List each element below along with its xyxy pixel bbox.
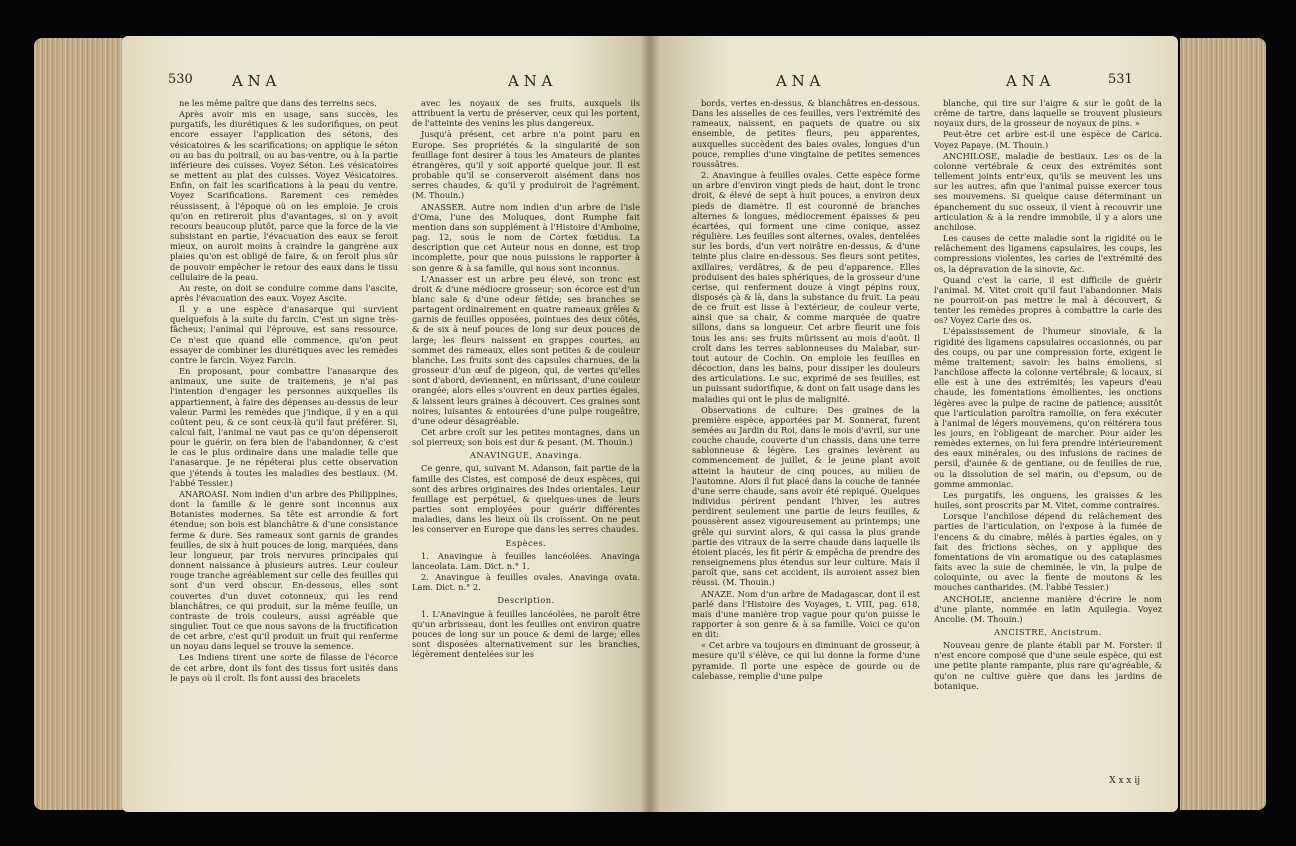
page-number-left: 530 [168,72,193,87]
paragraph: ANCHILOSE, maladie de bestiaux. Les os de la colonne vertébrale & ceux des extrémités sont tellement joints entr'eux, qu'ils se meuvent les uns sur les autres, afin que l'animal puisse exercer tous ses mouvemens. Si quelque cause déterminant un épanchement du suc osseux, il vient à recouvrir une articulation & à la rendre immobile, il y a alors une anchilose. [934,150,1162,232]
paragraph: Peut-être cet arbre est-il une espèce de Carica. Voyez Papaye. (M. Thouin.) [934,129,1162,150]
paragraph: Les causes de cette maladie sont la rigidité ou le relâchement des ligamens capsulaires, les coups, les compressions violentes, les caries de l'extrémité des os, la dépravation de la sinovie, &c. [934,233,1162,274]
paragraph: 1. Anavingue à feuilles lancéolées. Anavinga lanceolata. Lam. Dict. n.° 1. [412,550,640,571]
right-page-column-2 [934,98,1162,692]
left-page-column-2 [412,98,640,660]
left-running-head [122,72,650,92]
paragraph: Observations de culture: Des graines de la première espèce, apportées par M. Sonnerat, furent semées au Jardin du Roi, dans le mois d'avril, sur une couche chaude, couverte d'un chassis, dans une terre sablonneuse & légère. Les graines levèrent au commencement de juillet, & le jeune plant avoit atteint la hauteur de cinq pouces, au milieu de l'automne. Alors il fut placé dans la couche de tannée d'une serre chaude, sans avoir été repiqué. Quelques individus périrent pendant l'hiver, les autres perdirent seulement une partie de leurs feuilles, & poussèrent assez vigoureusement au printemps; une grêle qui survint alors, & qui cassa la plus grande partie des vitraux de la serre chaude dans laquelle ils étoient placés, les fit périr & empêcha de prendre des renseignemens plus étendus sur leur culture. Mais il paroît que, sans cet accident, ils auroient assez bien réussi. (M. Thouin.) [692,404,920,588]
paragraph: Jusqu'à présent, cet arbre n'a point paru en Europe. Ses propriétés & la singularité de son feuillage font desirer à tous les Amateurs de plantes étrangères, qu'il y soit apporté quelque jour. Il est probable qu'il se conserveroit aisément dans nos serres chaudes, & qu'il y produiroit de l'agrément. (M. Thouin.) [412,129,640,201]
paragraph: bords, vertes en-dessus, & blanchâtres en-dessous. Dans les aisselles de ces feuilles, vers l'extrémité des rameaux, naissent, en paquets de quatre ou six ensemble, de petites fleurs, peu apparentes, auxquelles succèdent des baies ovales, longues d'un pouce, remplies d'une vingtaine de petites semences roussâtres. [692,98,920,169]
signature-mark: X x x ij [1109,776,1140,786]
book-gutter [640,36,660,812]
left-head-word-2: A N A [508,72,553,90]
paragraph: Quand c'est la carie, il est difficile de guérir l'animal. M. Vitet croit qu'il faut l'abandonner. Mais ne pourroit-on pas mettre le mal à découvert, & tenter les remèdes propres à combattre la carie des os? Voyez Carie des os. [934,274,1162,326]
page-number-right: 531 [1108,72,1133,87]
paragraph: Espèces. [505,537,547,548]
paragraph: Cet arbre croît sur les petites montagnes, dans un sol pierreux; son bois est dur & pesant. (M. Thouin.) [412,427,640,448]
open-book [34,30,1266,818]
paragraph: Au reste, on doit se conduire comme dans l'ascite, après l'évacuation des eaux. Voyez Ascite. [170,282,398,303]
right-head-word-2: A N A [1006,72,1051,90]
right-page-column-1 [692,98,920,682]
left-page [122,36,650,812]
right-head-word-1: A N A [776,72,821,90]
paragraph: En proposant, pour combattre l'anasarque des animaux, une suite de traitemens, je n'ai pas l'intention d'engager les personnes auxquelles ils appartiennent, à faire des dépenses au-dessus de leur valeur. Parmi les remèdes que j'indique, il y en a qui coûtent peu, & ce sont ceux-là qu'il faut préférer. Si, calcul fait, l'animal ne vaut pas ce qu'on dépenseroit pour le guérir, on fera bien de l'abandonner, & c'est le cas le plus ordinaire dans une maladie telle que l'anasarque. Je ne répéterai plus cette observation que j'étends à toutes les maladies des bestiaux. (M. l'abbé Tessier.) [170,366,398,488]
paragraph: Les Indiens tirent une sorte de filasse de l'écorce de cet arbre, dont ils font des tissus fort usités dans le pays où il croît. Ils font aussi des bracelets [170,652,398,683]
paragraph: ANASSER. Autre nom indien d'un arbre de l'isle d'Oma, l'une des Moluques, dont Rumphe fait mention dans son supplément à l'Histoire d'Amboine, pag. 12, sous le nom de Cortex fœtidus. La description que cet Auteur nous en donne, est trop incomplette, pour que nous puissions le rapporter à son genre & à sa famille, qui nous sont inconnus. [412,201,640,273]
paragraph: L'épaississement de l'humeur sinoviale, & la rigidité des ligamens capsulaires occasionnés, ou par des coups, ou par une compression forte, exigent le même traitement; savoir: les bains émoliens, si l'anchilose affecte la colonne vertébrale; & locaux, si elle est à une des extrémités; les vapeurs d'eau chaude, les fomentations émollientes, les onctions légères avec la pulpe de racine de patience; aussitôt que l'articulation paroîtra ramollie, on fera exécuter à l'animal de légers mouvemens, qu'on réitérera tous les jours, en l'obligeant de marcher. Pour aider les remèdes externes, on lui fera prendre intérieurement des eaux minérales, ou des infusions de racines de persil, d'aunée & de gentiane, ou de feuilles de rue, ou la dissolution de sel marin, ou d'epsum, ou de gomme ammoniac. [934,326,1162,489]
page-edges-right [1180,38,1266,810]
page-edges-left [34,38,130,810]
paragraph: 2. Anavingue à feuilles ovales. Anavinga ovata. Lam. Dict. n.° 2. [412,572,640,593]
paragraph: Après avoir mis en usage, sans succès, les purgatifs, les diurétiques & les sudorifiques, on peut encore essayer l'application des sétons, des vésicatoires & les scarifications; on applique le séton ou au bas du poitrail, ou au bas-ventre, ou à la partie inférieure des cuisses. Voyez Séton. Les vésicatoires se mettent au plat des cuisses. Voyez Vésicatoires. Enfin, on fait les scarifications à la peau du ventre. Voyez Scarifications. Rarement ces remèdes réussissent, à l'époque où on les emploie. Je crois qu'on en retireroit plus d'avantages, si on y avoit recours beaucoup plutôt, parce que la force de la vie subsistant en partie, l'évacuation des eaux se feroit mieux, on auroit moins à craindre la gangrène aux plaies qu'on est obligé de faire, & on feroit plus sûr de pouvoir empêcher le retour des eaux dans le tissu cellulaire de la peau. [170,109,398,282]
paragraph: ANCHOLIE, ancienne manière d'écrire le nom d'une plante, nommée en latin Aquilegia. Voyez Ancolie. (M. Thouin.) [934,593,1162,624]
paragraph: L'Anasser est un arbre peu élevé, son tronc est droit & d'une médiocre grosseur; son écorce est d'un blanc sale & d'une odeur fétide; ses branches se partagent ordinairement en quatre rameaux grêles & garnis de feuilles opposées, pointues des deux côtés, & de six à neuf pouces de long sur deux pouces de large; les fleurs naissent en grappes courtes, au sommet des rameaux, elles sont petites & de couleur blanche. Les fruits sont des capsules charnues, de la grosseur d'un œuf de pigeon, qui, de vertes qu'elles sont d'abord, deviennent, en mûrissant, d'une couleur orangée; alors elles s'ouvrent en deux parties égales, & laissent leurs graines à découvert. Ces graines sont noires, luisantes & entourées d'une pulpe rougeâtre, d'une odeur désagréable. [412,273,640,426]
left-head-word-1: A N A [232,72,277,90]
paragraph: Les purgatifs, les onguens, les graisses & les huiles, sont proscrits par M. Vitet, comme contraires. [934,489,1162,511]
paragraph: Il y a une espèce d'anasarque qui survient quelquefois à la suite du farcin. C'est un signe très-fâcheux; l'animal qui l'éprouve, est sans ressource. Ce n'est que quand elle commence, qu'on peut essayer de combiner les diurétiques avec les remèdes contre le farcin. Voyez Farcin. [170,304,398,365]
paragraph: ANCISTRE, Ancistrum. [994,626,1102,637]
left-page-column-1 [170,98,398,684]
paragraph: Description. [497,595,555,606]
paragraph: Ce genre, qui, suivant M. Adanson, fait partie de la famille des Cistes, est composé de deux espèces, qui sont des arbres originaires des Indes orientales. Leur feuillage est perpétuel, & quelques-unes de leurs parties sont employées pour guérir différentes maladies, dans les lieux où ils croissent. On ne peut les conserver en Europe que dans les serres chaudes. [412,463,640,535]
paragraph: Nouveau genre de plante établi par M. Forster: il n'est encore composé que d'une seule espèce, qui est une petite plante rampante, plus rare qu'agréable, & qu'on ne cultive guère que dans les jardins de botanique. [934,640,1162,691]
paragraph: blanche, qui tire sur l'aigre & sur le goût de la crême de tartre, dans laquelle se trouvent plusieurs noyaux durs, de la grosseur de noyaux de pins. » [934,98,1162,129]
paragraph: Lorsque l'anchilose dépend du relâchement des parties de l'articulation, on l'expose à la fumée de l'encens & du cinabre, mêlés à parties égales, on y fait des frictions sèches, on y applique des fomentations de vin aromatique ou des cataplasmes faits avec la suie de cheminée, le vin, la pulpe de coloquinte, ou avec la fiente de moutons & les mouches cantharides. (M. l'abbé Tessier.) [934,511,1162,593]
paragraph: 2. Anavingue à feuilles ovales. Cette espèce forme un arbre d'environ vingt pieds de haut, dont le tronc droit, & élevé de sept à huit pouces, a environ deux pieds de diamètre. Il est couronné de branches alternes & longues, médiocrement épaisses & peu écartées, qui forment une cime conique, assez régulière. Les feuilles sont alternes, ovales, dentelées sur les bords, d'un vert noirâtre en-dessus, & d'une teinte plus claire en-dessous. Ses fleurs sont petites, axillaires, verdâtres, & de peu d'apparence. Elles produisent des baies sphériques, de la grosseur d'une cerise, qui renferment douze à vingt pépins roux, disposés çà & là, dans la substance du fruit. La peau de ce fruit est lisse à l'extérieur, de couleur verte, ainsi que sa chair, & comme marquée de quatre sillons, dans sa longueur. Cet arbre fleurit une fois tous les ans: ses fruits mûrissent au mois d'août. Il croît dans les terres sablonneuses du Malabar, sur-tout autour de Cochin. On emploie les feuilles en décoction, dans les bains, pour dissiper les douleurs des articulations. Le suc, exprimé de ses feuilles, est un puissant sudorifique, & dont on fait usage dans les maladies qui ont le plus de malignité. [692,170,920,404]
paragraph: ANAROASI. Nom indien d'un arbre des Philippines, dont la famille & le genre sont inconnus aux Botanistes modernes. Sa tête est arrondie & fort étendue; son bois est blanchâtre & d'une consistance ferme & dure. Ses rameaux sont garnis de grandes feuilles, de six à huit pouces de long, marquées, dans leur longueur, par trois nervures principales qui donnent naissance à plusieurs autres. Leur couleur rouge tranche agréablement sur celle des feuilles qui sont d'un verd obscur. En-dessous, elles sont couvertes d'un duvet cotonneux, qui les rend blanchâtres, ce qui produit, sur la même feuille, un contraste de trois couleurs, aussi agréable que singulier. Tout ce que nous savons de la fructification de cet arbre, c'est qu'il produit un fruit qui renferme un noyau dans lequel se trouve la semence. [170,488,398,652]
paragraph: avec les noyaux de ses fruits, auxquels ils attribuent la vertu de préserver, ceux qui les portent, de l'atteinte des venins les plus dangereux. [412,98,640,129]
right-running-head [650,72,1178,92]
paragraph: ne les même paître que dans des terreins secs. [179,98,377,108]
paragraph: « Cet arbre va toujours en diminuant de grosseur, à mesure qu'il s'élève, ce qui lui donne la forme d'une pyramide. Il porte une espèce de gourde ou de calebasse, remplie d'une pulpe [692,640,920,681]
paragraph: ANAZE. Nom d'un arbre de Madagascar, dont il est parlé dans l'Histoire des Voyages, t. VIII, pag. 618, mais d'une manière trop vague pour qu'on puisse le rapporter à son genre & à sa famille. Voici ce qu'on en dit: [692,588,920,640]
right-page [650,36,1178,812]
paragraph: ANAVINGUE, Anavinga. [469,450,583,461]
paragraph: 1. L'Anavingue à feuilles lancéolées, ne paroît être qu'un arbrisseau, dont les feuilles ont environ quatre pouces de long sur un pouce & demi de large; elles sont disposées alternativement sur les branches, légèrement dentelées sur les [412,608,640,660]
